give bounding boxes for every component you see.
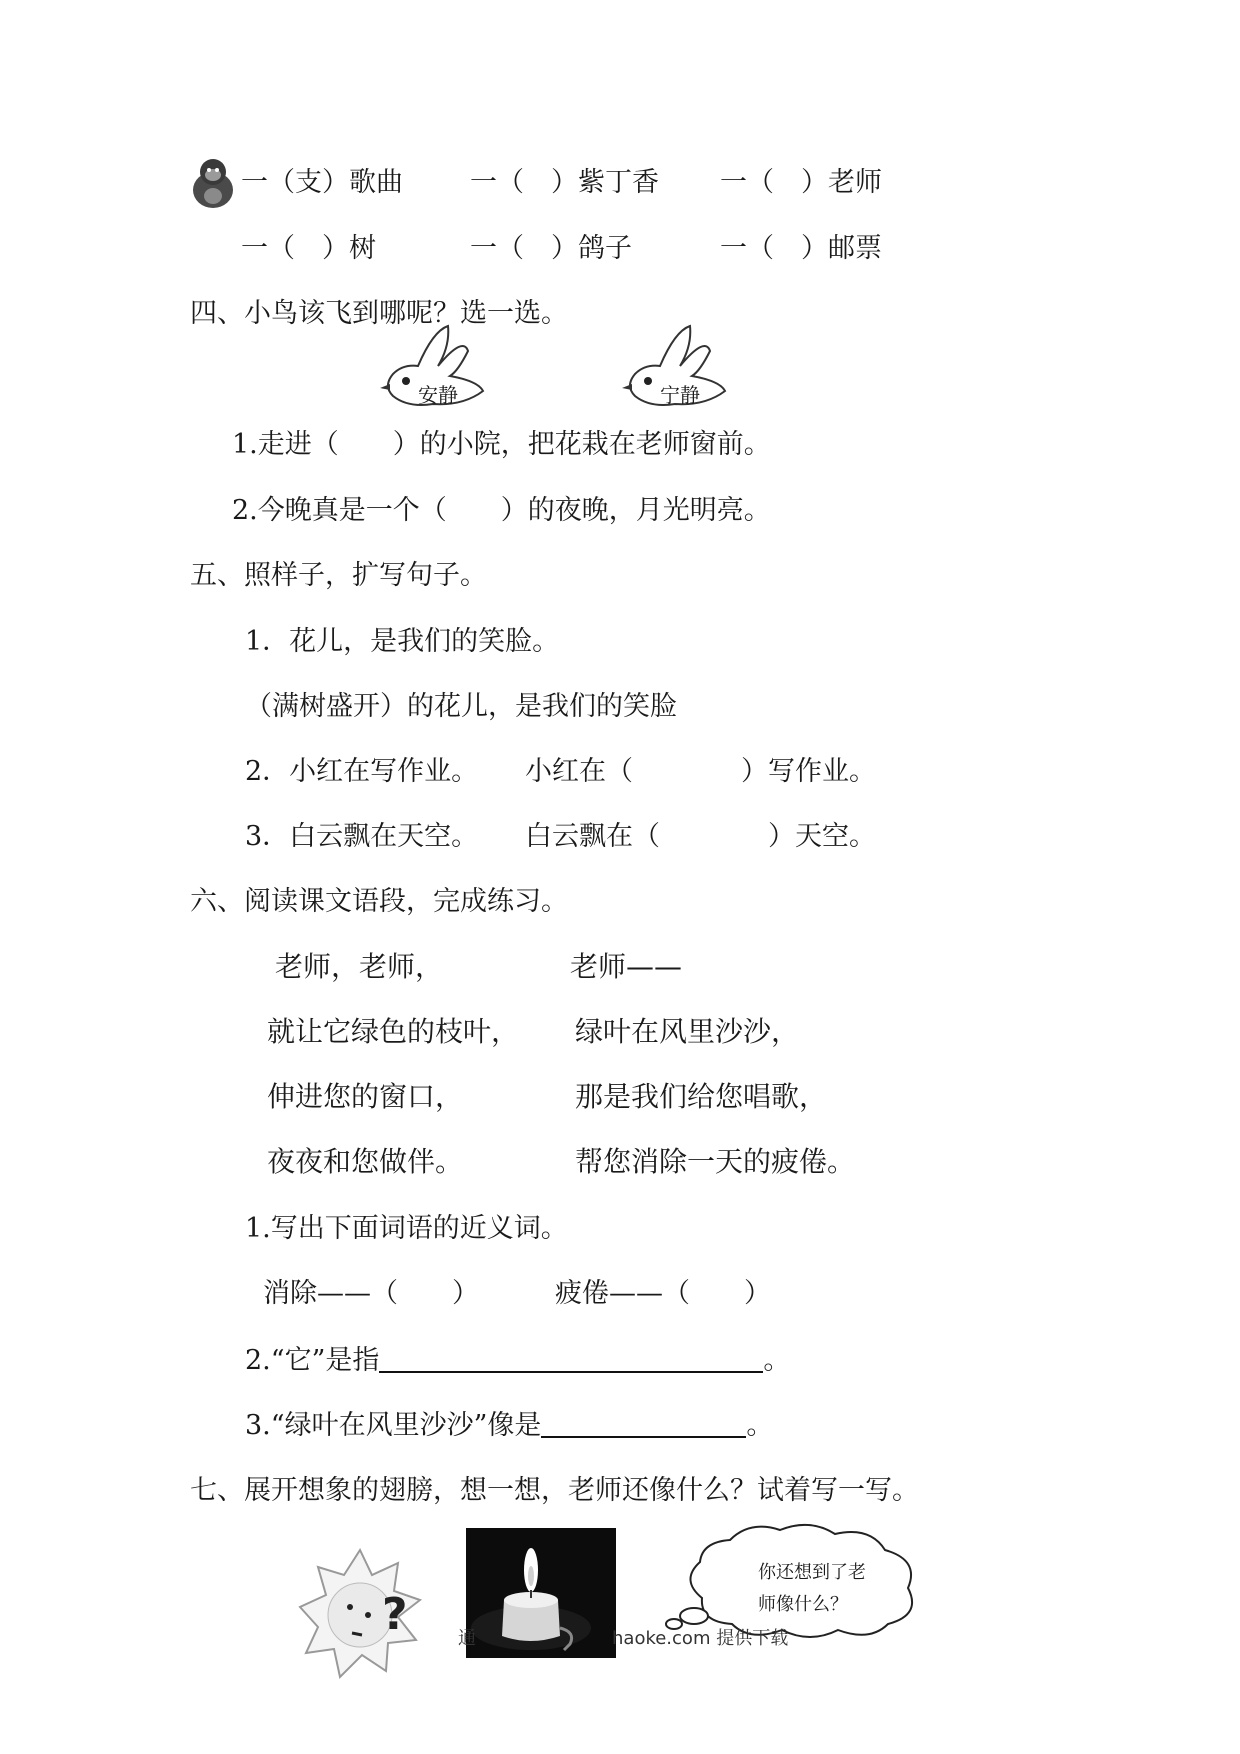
section5-example: 1．花儿，是我们的笑脸。 <box>245 626 560 657</box>
section6-q3-text: 3.“绿叶在风里沙沙”像是 <box>245 1410 542 1441</box>
section5-q3-expand: 白云飘在（ ）天空。 <box>525 821 876 852</box>
poem-left-line1: 老师，老师， <box>275 950 444 983</box>
section5-q2-original: 2．小红在写作业。 <box>245 756 479 787</box>
section5-q3-original: 3．白云飘在天空。 <box>245 821 479 852</box>
measure-row1-item3: 一（ ）老师 <box>720 167 882 198</box>
section6-q2-period: 。 <box>763 1345 791 1376</box>
section5-q2-expand: 小红在（ ）写作业。 <box>525 756 876 787</box>
footer-text-left: 通 <box>458 1628 476 1649</box>
thinking-sun-icon <box>298 1545 423 1685</box>
bubble-text-line1: 你还想到了老 <box>758 1562 866 1583</box>
section4-q1: 1.走进（ ）的小院，把花栽在老师窗前。 <box>232 429 771 460</box>
poem-right-line4: 帮您消除一天的疲倦。 <box>575 1145 856 1178</box>
section6-synonym2: 疲倦——（ ） <box>555 1278 771 1309</box>
section7-heading: 七、展开想象的翅膀，想一想，老师还像什么？试着写一写。 <box>190 1475 919 1506</box>
section6-q2-text: 2.“它”是指 <box>245 1345 380 1376</box>
poem-left-line2: 就让它绿色的枝叶， <box>267 1015 520 1048</box>
section4-q2: 2.今晚真是一个（ ）的夜晚，月光明亮。 <box>232 495 771 526</box>
bubble-text-line2: 师像什么？ <box>758 1594 848 1615</box>
candle-image <box>466 1528 616 1658</box>
section5-heading: 五、照样子，扩写句子。 <box>190 560 487 591</box>
svg-text:?: ? <box>382 1589 408 1640</box>
answer-blank-q3[interactable] <box>541 1408 746 1438</box>
measure-row1-item2: 一（ ）紫丁香 <box>470 167 659 198</box>
poem-left-line4: 夜夜和您做伴。 <box>267 1145 464 1178</box>
section6-q1: 1.写出下面词语的近义词。 <box>245 1213 568 1244</box>
bird-right-word: 宁静 <box>660 383 700 407</box>
section4-heading: 四、小鸟该飞到哪呢？选一选。 <box>190 298 568 329</box>
measure-row1-item1: 一（支）歌曲 <box>241 167 403 198</box>
measure-row2-item2: 一（ ）鸽子 <box>470 233 632 264</box>
bird-left-word: 安静 <box>418 383 458 407</box>
poem-right-line1: 老师—— <box>570 950 683 983</box>
section6-synonym1: 消除——（ ） <box>263 1278 479 1309</box>
poem-right-line3: 那是我们给您唱歌， <box>575 1080 828 1113</box>
section6-q3 <box>245 1408 773 1443</box>
section6-heading: 六、阅读课文语段，完成练习。 <box>190 886 568 917</box>
answer-blank-q2[interactable] <box>379 1343 763 1373</box>
measure-row2-item3: 一（ ）邮票 <box>720 233 882 264</box>
gorilla-icon <box>188 156 238 210</box>
section6-q2 <box>245 1343 790 1378</box>
poem-right-line2: 绿叶在风里沙沙， <box>575 1015 800 1048</box>
measure-row2-item1: 一（ ）树 <box>241 233 376 264</box>
section5-example-answer: （满树盛开）的花儿，是我们的笑脸 <box>245 691 677 722</box>
section6-q3-period: 。 <box>746 1410 774 1441</box>
footer-text-right: haoke.com 提供下载 <box>612 1628 789 1649</box>
poem-left-line3: 伸进您的窗口， <box>267 1080 464 1113</box>
